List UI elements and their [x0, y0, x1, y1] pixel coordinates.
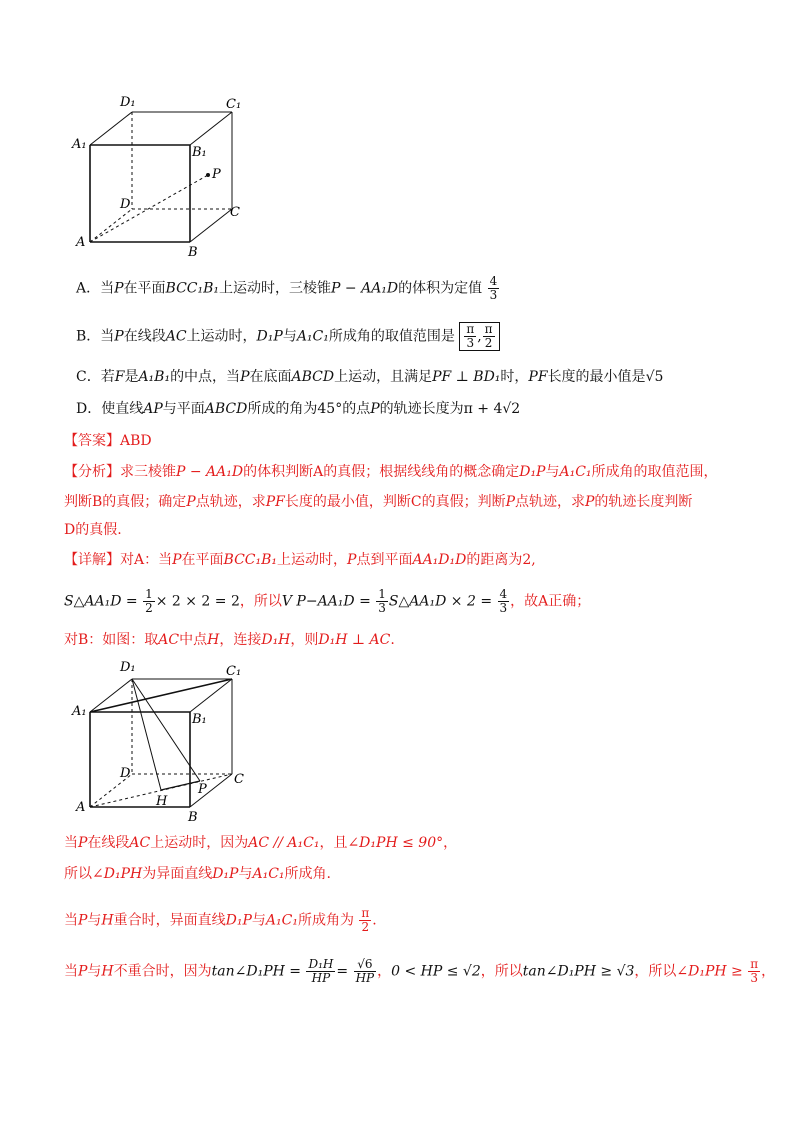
analysis-line-3: D的真假.	[64, 522, 122, 538]
label-a: A	[76, 235, 86, 250]
analysis-line-1: 【分析】求三棱锥P − AA₁D的体积判断A的真假；根据线线角的概念确定D₁P与A₁C₁所成角的取值范围，	[64, 464, 718, 480]
label-a1: A₁	[72, 137, 87, 152]
detail-line-1: 【详解】对A：当P在平面BCC₁B₁上运动时，P点到平面AA₁D₁D的距离为2,	[64, 552, 536, 568]
fraction-4-3: $\frac{4}{3}$	[489, 274, 498, 302]
option-c: C．若F是A₁B₁的中点，当P在底面ABCD上运动，且满足PF ⊥ BD₁时，PF长度的最小值是√5	[76, 369, 664, 385]
detail-line-4: 当P在线段AC上运动时，因为AC // A₁C₁，且∠D₁PH ≤ 90°，	[64, 835, 458, 851]
label-d: D	[120, 766, 131, 781]
label-p: P	[198, 782, 207, 797]
segment-d1h	[132, 679, 161, 790]
option-d: D．使直线AP与平面ABCD所成的角为45°的点P的轨迹长度为π + 4√2	[76, 401, 521, 417]
label-c: C	[234, 772, 244, 787]
edge-bc	[190, 209, 232, 242]
label-a: A	[76, 800, 86, 815]
cube-figure-2	[60, 655, 260, 830]
segment-hp	[161, 781, 200, 790]
label-b: B	[188, 245, 198, 260]
label-d1: D₁	[120, 95, 136, 110]
label-c1: C₁	[226, 664, 242, 679]
detail-line-3: 对B：如图：取AC中点H，连接D₁H，则D₁H ⊥ AC.	[64, 632, 395, 648]
label-b1: B₁	[192, 712, 207, 727]
analysis-line-2: 判断B的真假；确定P点轨迹，求PF长度的最小值，判断C的真假；判断P点轨迹，求P的轨迹长度判断	[64, 494, 693, 510]
label-a1: A₁	[72, 704, 87, 719]
edge-a1d1	[90, 112, 132, 145]
label-d1: D₁	[120, 660, 136, 675]
detail-line-6: 当P与H重合时，异面直线D₁P与A₁C₁所成角为 $\frac{\pi}{2}$ .	[64, 906, 377, 934]
detail-line-2: S△AA₁D = $\frac{1}{2}$ × 2 × 2 = 2，所以V P−AA₁D = $\frac{1}{3}$ S△AA₁D × 2 = $\frac{4}{3}$ ，故A正确；	[64, 587, 591, 615]
label-c: C	[230, 205, 240, 220]
label-p: P	[212, 167, 221, 182]
label-b: B	[188, 810, 198, 825]
label-d: D	[120, 197, 131, 212]
cube-figure-1	[60, 90, 260, 260]
option-a: A．当P在平面BCC₁B₁上运动时，三棱锥P − AA₁D的体积为定值 $\frac{4}{3}$	[76, 274, 498, 302]
edge-bc	[190, 774, 232, 807]
angle-range: $\frac{\pi}{3}$ , $\frac{\pi}{2}$	[459, 322, 499, 351]
point-p	[206, 173, 210, 177]
edge-ad	[90, 209, 132, 242]
detail-line-7: 当P与H不重合时，因为tan∠D₁PH = $\frac{\text{D₁H}}{HP}$ = $\frac{√6}{HP}$ ，0 < HP ≤ √2，所以tan∠D₁PH ≥ √3，所以∠D₁PH ≥ $\frac{\pi}{3}$ ，	[64, 957, 776, 985]
label-b1: B₁	[192, 145, 207, 160]
label-c1: C₁	[226, 97, 242, 112]
answer-line: 【答案】ABD	[64, 433, 152, 449]
label-h: H	[156, 794, 168, 809]
option-b: B．当P在线段AC上运动时，D₁P与A₁C₁所成角的取值范围是 $\frac{\pi}{3}$ , $\frac{\pi}{2}$	[76, 322, 500, 351]
edge-b1c1	[190, 112, 232, 145]
detail-line-5: 所以∠D₁PH为异面直线D₁P与A₁C₁所成角.	[64, 866, 331, 882]
